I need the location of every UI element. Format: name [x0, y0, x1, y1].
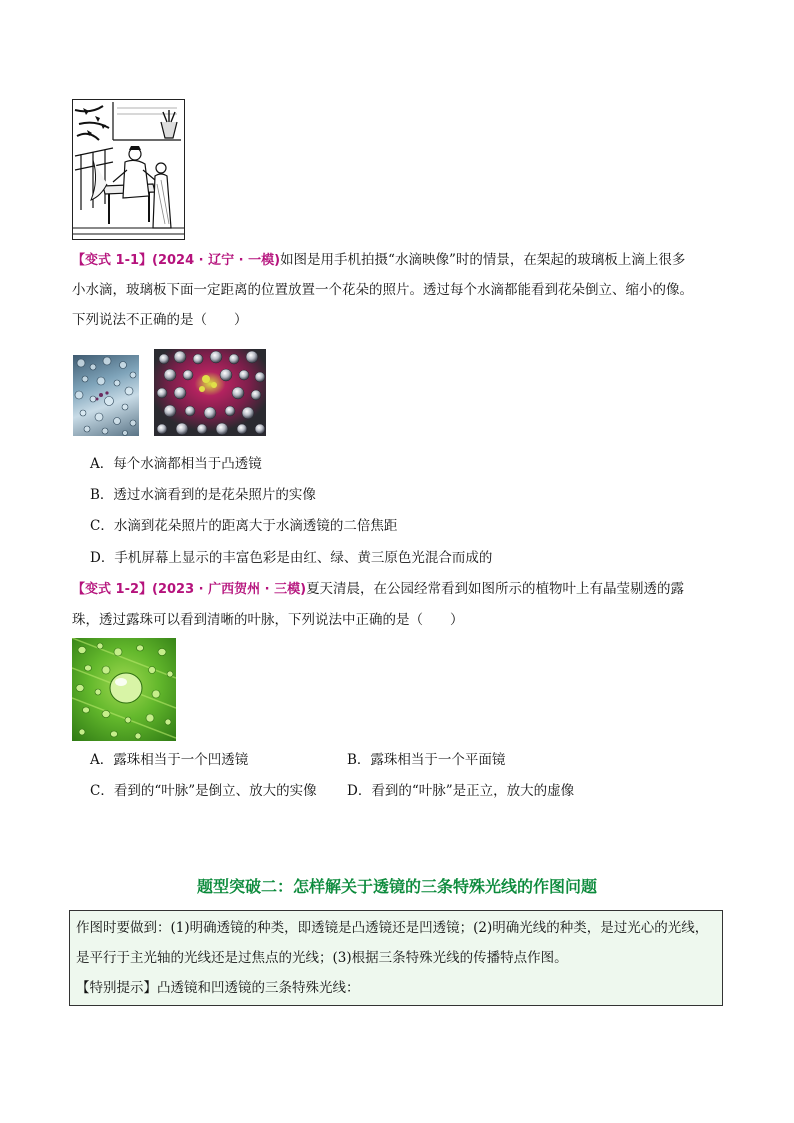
- question-1-option-c: C．水滴到花朵照片的距离大于水滴透镜的二倍焦距: [90, 518, 398, 534]
- question-2-option-c: C．看到的“叶脉”是倒立、放大的实像: [90, 783, 317, 799]
- question-1-line-1: [72, 246, 732, 275]
- question-2-line-1: [72, 575, 732, 604]
- water-droplets-photo-1: [73, 355, 139, 436]
- question-1-option-b: B．透过水滴看到的是花朵照片的实像: [90, 487, 316, 503]
- question-2-option-a: A．露珠相当于一个凹透镜: [90, 752, 249, 768]
- tip-label: 【特别提示】: [76, 980, 157, 996]
- question-1-option-a: A．每个水滴都相当于凸透镜: [90, 456, 262, 472]
- tip-line-2: 是平行于主光轴的光线还是过焦点的光线；(3)根据三条特殊光线的传播特点作图。: [76, 950, 568, 966]
- question-2-tag: 【变式 1-2】(2023 · 广西贺州 · 三模): [72, 582, 307, 597]
- water-droplets-flower-photo-2: [154, 349, 266, 436]
- section-title: 题型突破二：怎样解关于透镜的三条特殊光线的作图问题: [196, 877, 597, 896]
- question-1-option-d: D．手机屏幕上显示的丰富色彩是由红、绿、黄三原色光混合而成的: [90, 550, 493, 566]
- tip-box: [69, 910, 723, 1006]
- question-1-stem-part-1: 如图是用手机拍摄“水滴映像”时的情景，在架起的玻璃板上滴上很多: [280, 252, 686, 268]
- question-1-tag: 【变式 1-1】(2024 · 辽宁 · 一模): [72, 253, 281, 268]
- tip-line-3-text: 凸透镜和凹透镜的三条特殊光线：: [157, 980, 360, 996]
- question-1-line-3: 下列说法不正确的是（ ）: [72, 312, 248, 328]
- question-2-line-2: 珠，透过露珠可以看到清晰的叶脉，下列说法中正确的是（ ）: [72, 612, 464, 628]
- question-2-stem-part-1: 夏天清晨，在公园经常看到如图所示的植物叶上有晶莹剔透的露: [306, 581, 685, 597]
- leaf-dew-drops-photo: [72, 638, 176, 741]
- ancient-scene-illustration: [72, 99, 185, 240]
- question-2-option-b: B．露珠相当于一个平面镜: [347, 752, 506, 768]
- question-2-option-d: D．看到的“叶脉”是正立，放大的虚像: [347, 783, 575, 799]
- question-1-line-2: 小水滴，玻璃板下面一定距离的位置放置一个花朵的照片。透过每个水滴都能看到花朵倒立、缩小的像。: [72, 282, 693, 298]
- tip-line-1: 作图时要做到：(1)明确透镜的种类，即透镜是凸透镜还是凹透镜；(2)明确光线的种类，是过光心的光线，: [76, 920, 709, 936]
- tip-line-3: [76, 973, 716, 1003]
